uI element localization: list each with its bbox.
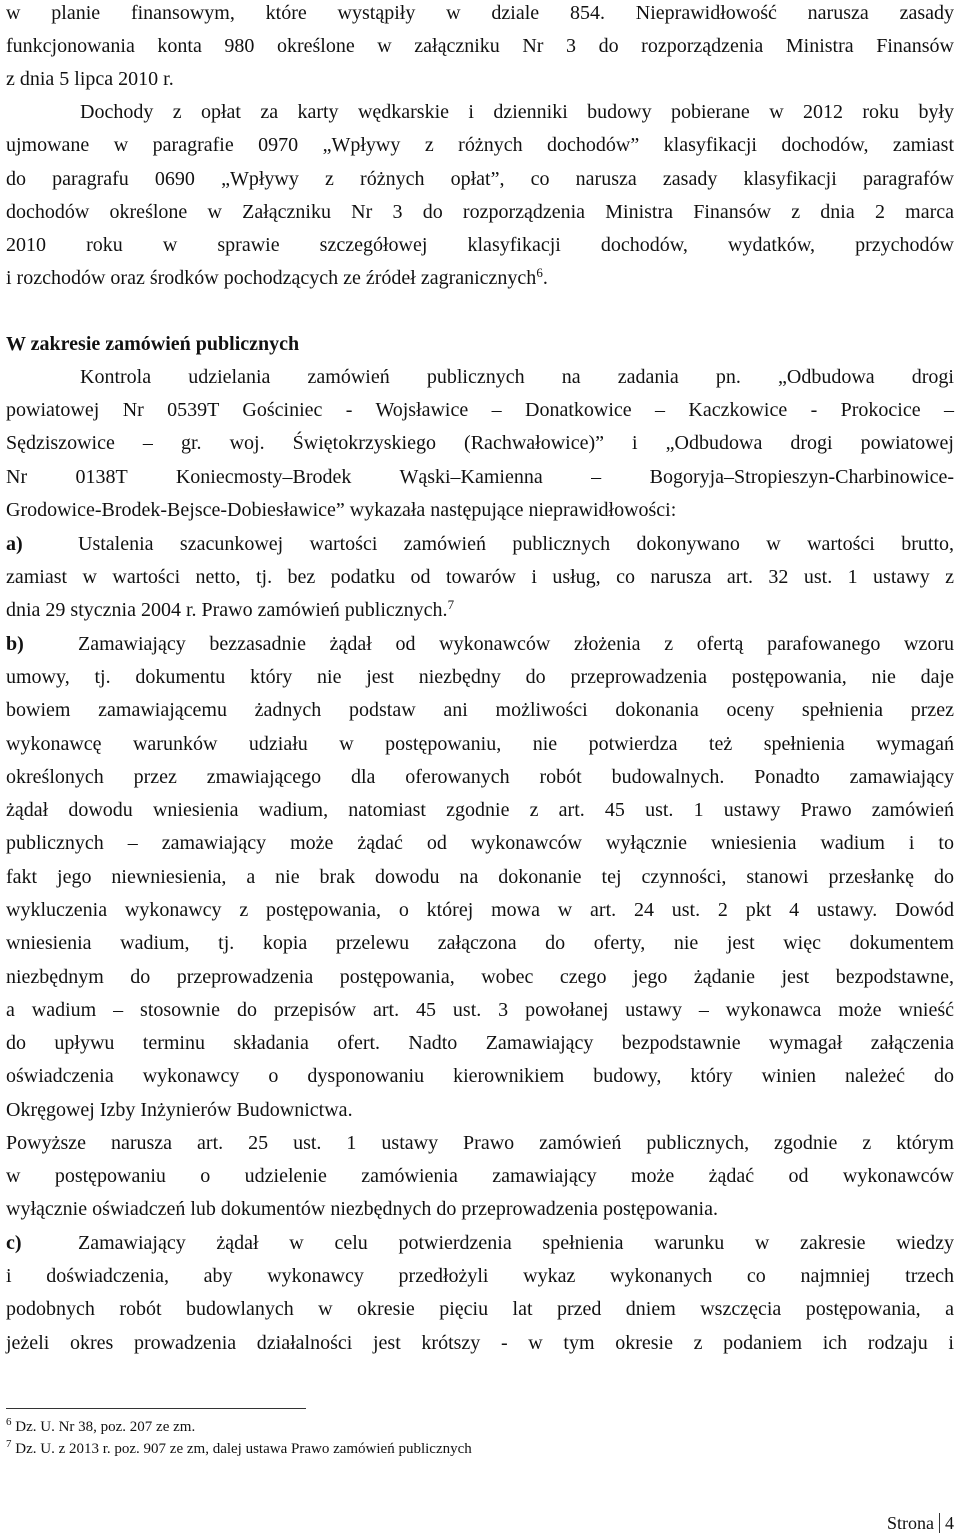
paragraph-line: Zamawiający bezzasadnie żądał od wykonawców złożenia z ofertą parafowanego wzoru	[78, 633, 954, 655]
paragraph-line: fakt jego niewniesienia, a nie brak dowodu na dokonanie tej czynności, stanowi przesłankę do	[6, 866, 954, 888]
paragraph-line: funkcjonowania konta 980 określone w załączniku Nr 3 do rozporządzenia Ministra Finansów	[6, 35, 954, 57]
paragraph-line: ujmowane w paragrafie 0970 „Wpływy z różnych dochodów” klasyfikacji dochodów, zamiast	[6, 134, 954, 156]
page-number: 4	[945, 1513, 954, 1533]
paragraph-line: określonych przez zmawiającego dla oferowanych robót budowalnych. Ponadto zamawiający	[6, 766, 954, 788]
paragraph-line	[6, 597, 954, 623]
paragraph-line: bowiem zamawiającemu żadnych podstaw ani możliwości dokonania oceny spełnienia przez	[6, 699, 954, 721]
footnote-text: Dz. U. Nr 38, poz. 207 ze zm.	[11, 1419, 196, 1435]
paragraph-line: oświadczenia wykonawcy o dysponowaniu kierownikiem budowy, który winien należeć do	[6, 1065, 954, 1087]
footnote-ref[interactable]: 7	[447, 597, 455, 612]
paragraph-line: i doświadczenia, aby wykonawcy przedłożyli wykaz wykonanych co najmniej trzech	[6, 1265, 954, 1287]
paragraph-line: publicznych – zamawiający może żądać od wykonawców wyłącznie wniesienia wadium i to	[6, 832, 954, 854]
paragraph-line: wniesienia wadium, tj. kopia przelewu załączona do oferty, nie jest więc dokumentem	[6, 932, 954, 954]
paragraph-line: Nr 0138T Koniecmosty–Brodek Wąski–Kamienna – Bogoryja–Stropieszyn-Charbinowice-	[6, 466, 954, 488]
paragraph-line: do upływu terminu składania ofert. Nadto Zamawiający bezpodstawnie wymagał załączenia	[6, 1032, 954, 1054]
paragraph-line: Dochody z opłat za karty wędkarskie i dzienniki budowy pobierane w 2012 roku były	[80, 101, 954, 123]
paragraph-line: zamiast w wartości netto, tj. bez podatku od towarów i usług, co narusza art. 32 ust. 1 ustawy z	[6, 566, 954, 588]
footnote-number: 7	[6, 1438, 12, 1450]
footnote-number: 6	[6, 1416, 12, 1428]
paragraph-line: wyłącznie oświadczeń lub dokumentów niezbędnych do przeprowadzenia postępowania.	[6, 1198, 718, 1220]
paragraph-line: umowy, tj. dokumentu który nie jest niezbędny do przeprowadzenia postępowania, nie daje	[6, 666, 954, 688]
paragraph-line: Zamawiający żądał w celu potwierdzenia spełnienia warunku w zakresie wiedzy	[78, 1232, 954, 1254]
paragraph-text: dnia 29 stycznia 2004 r. Prawo zamówień publicznych.	[6, 599, 448, 621]
paragraph-line: Ustalenia szacunkowej wartości zamówień publicznych dokonywano w wartości brutto,	[78, 533, 954, 555]
paragraph-line: a wadium – stosownie do przepisów art. 45 ust. 3 powołanej ustawy – wykonawca może wnieść	[6, 999, 954, 1021]
paragraph-line: Powyższe narusza art. 25 ust. 1 ustawy Prawo zamówień publicznych, zgodnie z którym	[6, 1132, 954, 1154]
paragraph-line	[6, 265, 954, 291]
footnote-text: Dz. U. z 2013 r. poz. 907 ze zm, dalej ustawa Prawo zamówień publicznych	[11, 1441, 472, 1457]
paragraph-end: .	[542, 267, 548, 289]
paragraph-line: niezbędnym do przeprowadzenia postępowania, wobec czego jego żądanie jest bezpodstawne,	[6, 966, 954, 988]
footnote	[6, 1418, 195, 1436]
paragraph-text: i rozchodów oraz środków pochodzących ze źródeł zagranicznych	[6, 267, 537, 289]
paragraph-line: wykluczenia wykonawcy z postępowania, o której mowa w art. 24 ust. 2 pkt 4 ustawy. Dowód	[6, 899, 954, 921]
page-label: Strona	[887, 1513, 934, 1533]
footer-separator	[939, 1513, 940, 1533]
footnote-divider	[6, 1408, 306, 1409]
paragraph-line: wykonawcę warunków udziału w postępowaniu, nie potwierdza też spełnienia wymagań	[6, 733, 954, 755]
paragraph-line: Sędziszowice – gr. woj. Świętokrzyskiego (Rachwałowice)” i „Odbudowa drogi powiatowej	[6, 432, 954, 454]
paragraph-line: żądał dowodu wniesienia wadium, natomiast zgodnie z art. 45 ust. 1 ustawy Prawo zamówień	[6, 799, 954, 821]
paragraph-line: Kontrola udzielania zamówień publicznych na zadania pn. „Odbudowa drogi	[80, 366, 954, 388]
item-a-label: a)	[6, 533, 23, 555]
paragraph-line: Okręgowej Izby Inżynierów Budownictwa.	[6, 1099, 353, 1121]
footnote	[6, 1440, 472, 1458]
paragraph-line: do paragrafu 0690 „Wpływy z różnych opłat”, co narusza zasady klasyfikacji paragrafów	[6, 168, 954, 190]
paragraph-line: z dnia 5 lipca 2010 r.	[6, 68, 174, 90]
paragraph-line: powiatowej Nr 0539T Gościniec - Wojsławice – Donatkowice – Kaczkowice - Prokocice –	[6, 399, 954, 421]
paragraph-line: w planie finansowym, które wystąpiły w dziale 854. Nieprawidłowość narusza zasady	[6, 2, 954, 24]
paragraph-line: w postępowaniu o udzielenie zamówienia zamawiający może żądać od wykonawców	[6, 1165, 954, 1187]
paragraph-line: dochodów określone w Załączniku Nr 3 do rozporządzenia Ministra Finansów z dnia 2 marca	[6, 201, 954, 223]
section-heading: W zakresie zamówień publicznych	[6, 333, 300, 355]
paragraph-line: jeżeli okres prowadzenia działalności jest krótszy - w tym okresie z podaniem ich rodzaju i	[6, 1332, 954, 1354]
paragraph-line: Grodowice-Brodek-Bejsce-Dobiesławice” wykazała następujące nieprawidłowości:	[6, 499, 677, 521]
item-c-label: c)	[6, 1232, 22, 1254]
paragraph-line: 2010 roku w sprawie szczegółowej klasyfikacji dochodów, wydatków, przychodów	[6, 234, 954, 256]
page-footer	[887, 1512, 954, 1534]
paragraph-line: podobnych robót budowlanych w okresie pięciu lat przed dniem wszczęcia postępowania, a	[6, 1298, 954, 1320]
footnote-ref[interactable]: 6	[536, 265, 543, 280]
item-b-label: b)	[6, 633, 24, 655]
